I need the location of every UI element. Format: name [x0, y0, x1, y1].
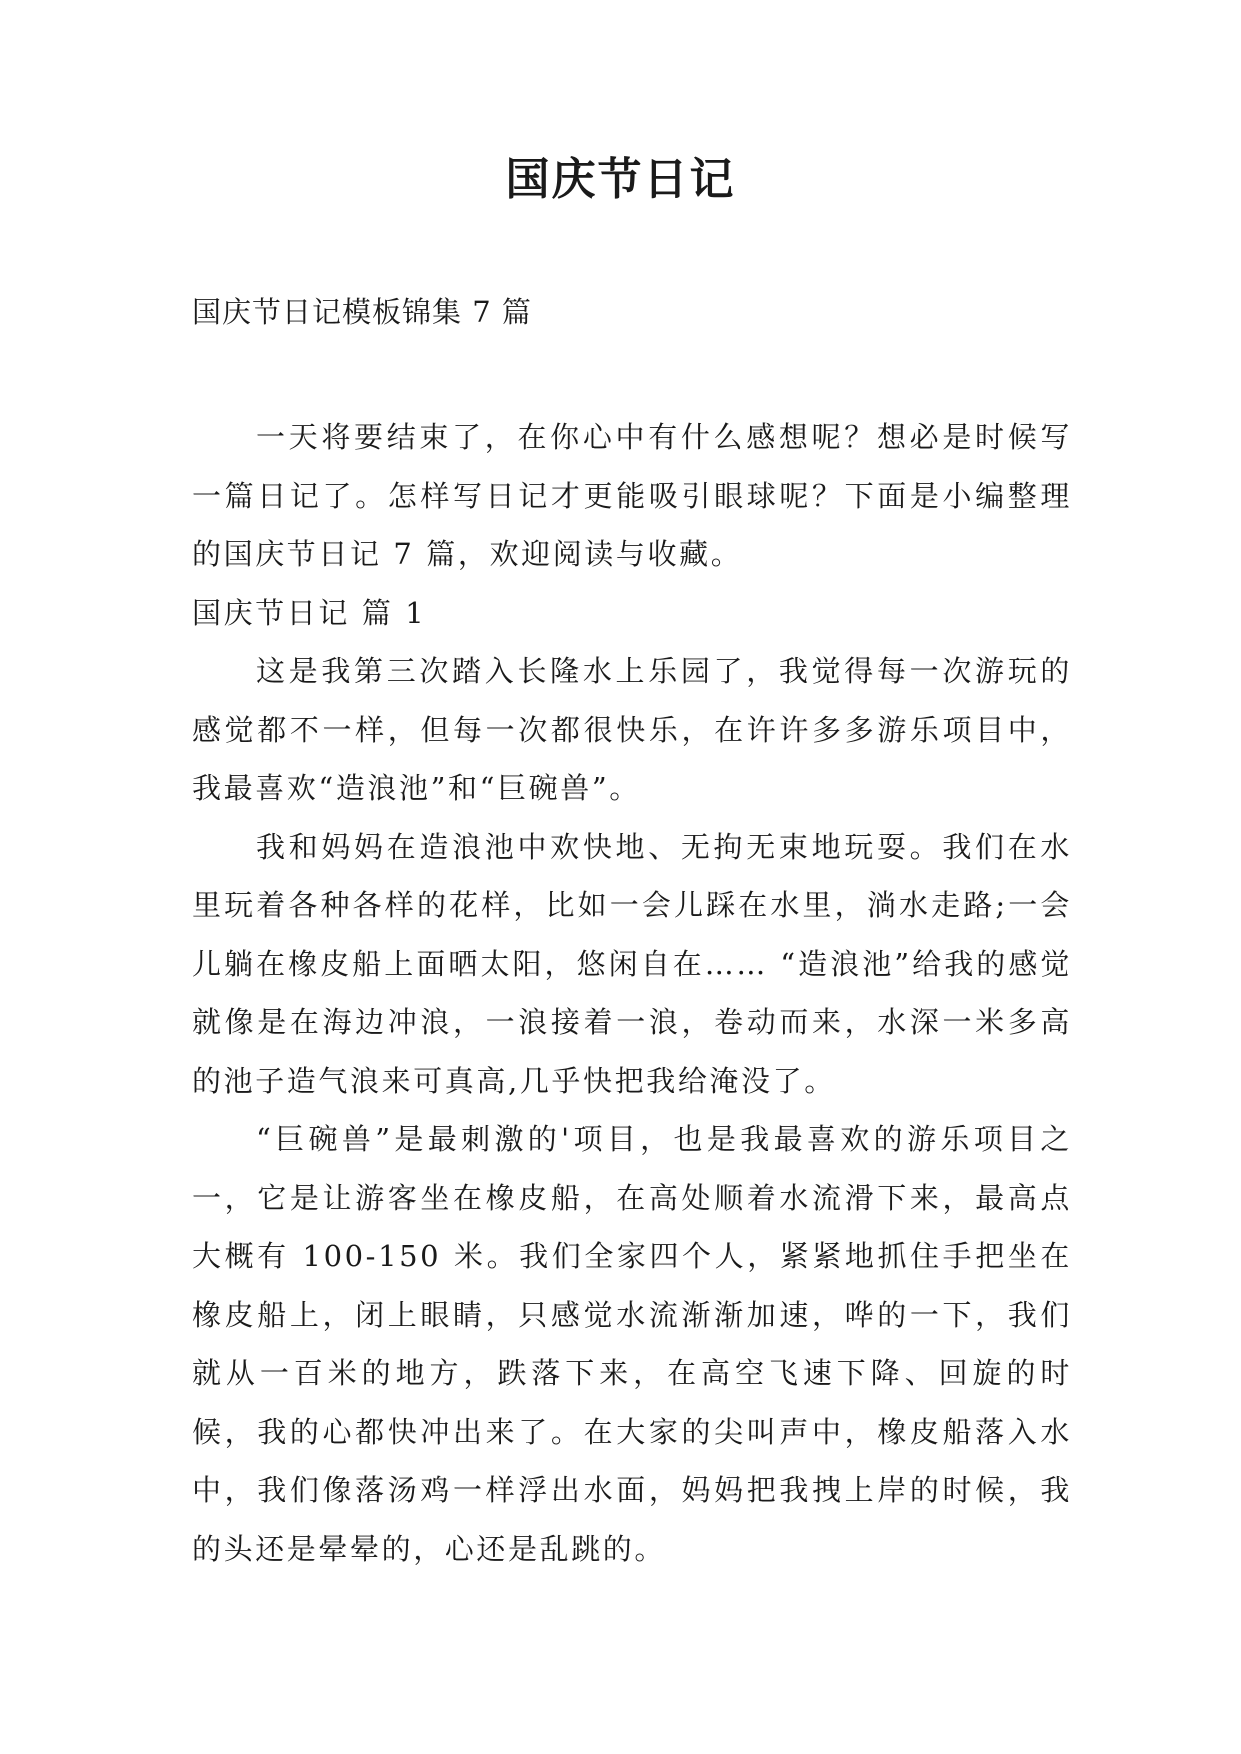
- intro-paragraph: 一天将要结束了，在你心中有什么感想呢？想必是时候写一篇日记了。怎样写日记才更能吸引眼球呢？下面是小编整理的国庆节日记 7 篇，欢迎阅读与收藏。: [192, 420, 1072, 571]
- document-subtitle: 国庆节日记模板锦集 7 篇: [192, 295, 532, 329]
- document-body: [192, 408, 1072, 1578]
- body-paragraph: 这是我第三次踏入长隆水上乐园了，我觉得每一次游玩的感觉都不一样，但每一次都很快乐，在许许多多游乐项目中，我最喜欢“造浪池”和“巨碗兽”。: [192, 654, 1072, 805]
- section-heading: 国庆节日记 篇 1: [192, 595, 427, 630]
- body-paragraph: “巨碗兽”是最刺激的'项目，也是我最喜欢的游乐项目之一，它是让游客坐在橡皮船，在高处顺着水流滑下来，最高点大概有 100-150 米。我们全家四个人，紧紧地抓住手把坐在橡皮船上，闭上眼睛，只感觉水流渐渐加速，哗的一下，我们就从一百米的地方，跌落下来，在高空飞速下降、回旋的时候，我的心都快冲出来了。在大家的尖叫声中，橡皮船落入水中，我们像落汤鸡一样浮出水面，妈妈把我拽上岸的时候，我的头还是晕晕的，心还是乱跳的。: [192, 1122, 1072, 1566]
- document-title: 国庆节日记: [505, 154, 736, 205]
- body-paragraph: 我和妈妈在造浪池中欢快地、无拘无束地玩耍。我们在水里玩着各种各样的花样，比如一会儿踩在水里，淌水走路;一会儿躺在橡皮船上面晒太阳，悠闲自在…… “造浪池”给我的感觉就像是在海边冲浪，一浪接着一浪，卷动而来，水深一米多高的池子造气浪来可真高,几乎快把我给淹没了。: [192, 829, 1072, 1098]
